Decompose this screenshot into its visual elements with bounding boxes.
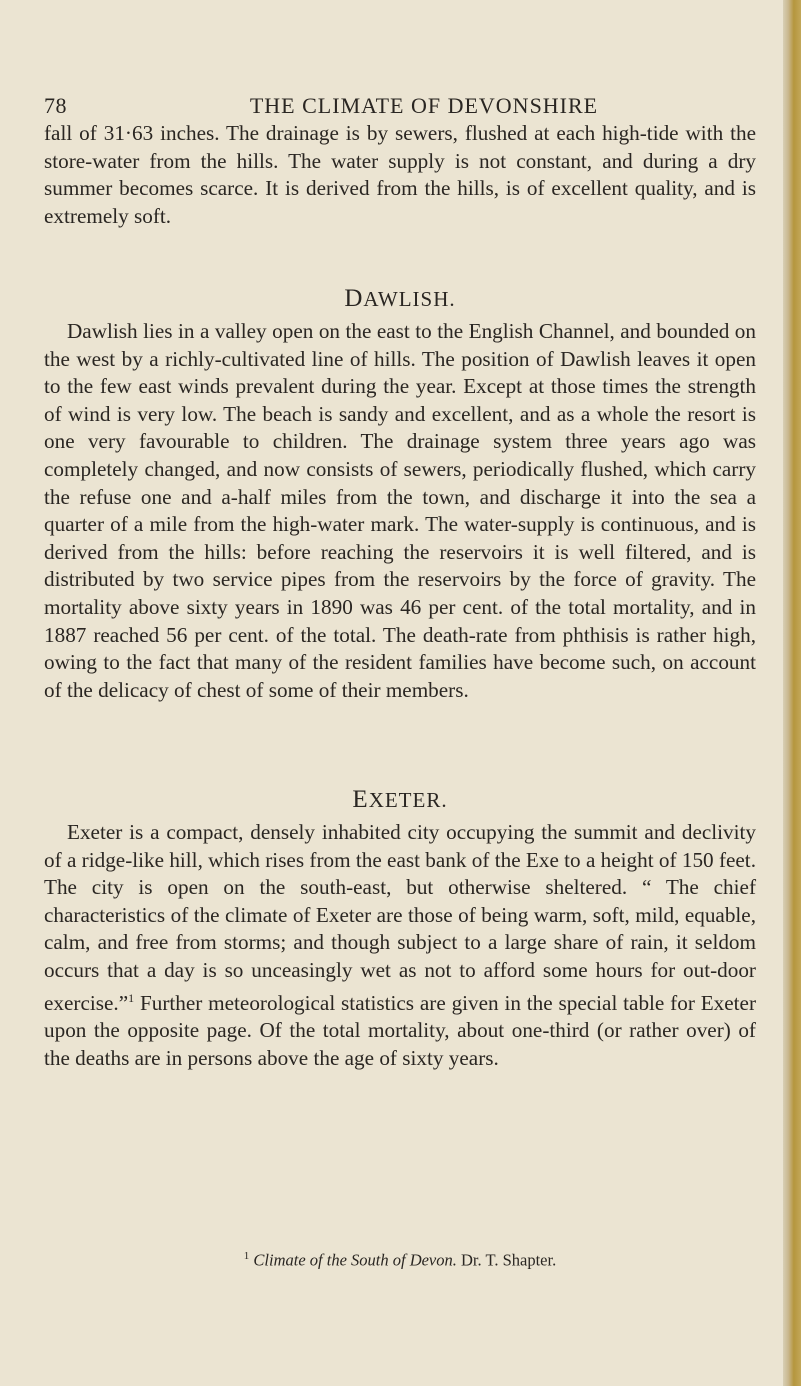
dawlish-paragraph-block: [44, 318, 756, 704]
page-number: 78: [44, 93, 67, 118]
footnote-author: Dr. T. Shapter.: [461, 1250, 557, 1270]
dawlish-paragraph: Dawlish lies in a valley open on the east to the English Channel, and bounded on the west by a richly-cultivated line of hills. The position of Dawlish leaves it open to the few east winds prevalent during the year. Except at those times the strength of wind is very low. The beach is sandy and excellent, and as a whole the resort is one very favourable to children. The drainage system three years ago was completely changed, and now consists of sewers, periodically flushed, which carry the refuse one and a-half miles from the town, and discharge it into the sea a quarter of a mile from the high-water mark. The water-supply is continuous, and is derived from the hills: before reaching the reservoirs it is well filtered, and is distributed by two service pipes from the reservoirs by the force of gravity. The mortality above sixty years in 1890 was 46 per cent. of the total mortality, and in 1887 reached 56 per cent. of the total. The death-rate from phthisis is rather high, owing to the fact that many of the resident families have become such, on account of the delicacy of chest of some of their members.: [44, 319, 756, 702]
footnote-marker: 1: [243, 1250, 250, 1262]
page-gutter-edge: [783, 0, 801, 1386]
dawlish-heading: [44, 285, 756, 313]
exeter-paragraph-part1: Exeter is a compact, densely inhabited city occupying the summit and declivity of a ridge-like hill, which rises from the east bank of the Exe to a height of 150 feet. The city is open on the south-east, but otherwise sheltered. “ The chief characteristics of the climate of Exeter are those of being warm, soft, mild, equable, calm, and free from storms; and though subject to a large share of rain, it seldom occurs that a day is so unceasingly wet as not to afford some hours for out-door exercise.”: [44, 820, 756, 1015]
exeter-heading-initial: E: [352, 786, 369, 813]
exeter-paragraph-block: [44, 819, 756, 1072]
intro-paragraph-block: [44, 120, 756, 230]
exeter-heading-rest: XETER.: [368, 788, 448, 812]
footnote-title: Climate of the South of Devon.: [253, 1250, 457, 1270]
exeter-heading: [44, 786, 756, 814]
footnote: [44, 1250, 756, 1271]
exeter-paragraph: [44, 819, 756, 1072]
intro-paragraph: fall of 31·63 inches. The drainage is by sewers, flushed at each high-tide with the store-water from the hills. The water supply is not constant, and during a dry summer becomes scarce. It is derived from the hills, is of excellent quality, and is extremely soft.: [44, 121, 756, 228]
running-title: THE CLIMATE OF DEVONSHIRE: [249, 93, 599, 118]
exeter-footnote-ref: 1: [128, 990, 135, 1005]
dawlish-heading-initial: D: [344, 285, 364, 312]
exeter-paragraph-part2: Further meteorological statistics are given in the special table for Exeter upon the opposite page. Of the total mortality, about one-third (or rather over) of the deaths are in persons above the age of sixty years.: [44, 990, 756, 1070]
page-header: [44, 93, 754, 123]
dawlish-heading-rest: AWLISH.: [363, 287, 456, 311]
